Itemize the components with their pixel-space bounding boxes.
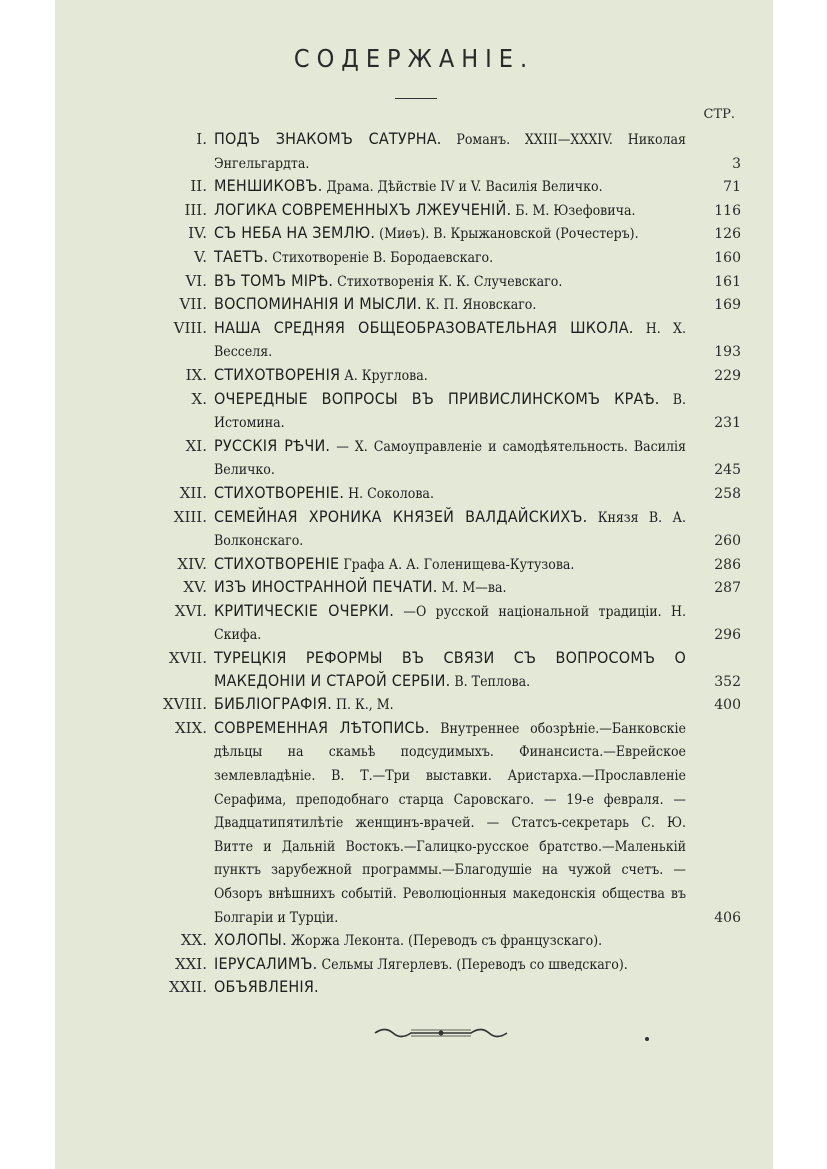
entry-page-number: 169 bbox=[714, 297, 741, 314]
entry-details: Графа А. А. Голенищева-Кутузова. bbox=[339, 556, 575, 573]
entry-page-number: 193 bbox=[714, 344, 741, 361]
entry-page-number: 260 bbox=[714, 533, 741, 550]
document-page bbox=[55, 0, 773, 1169]
entry-text bbox=[214, 482, 686, 506]
table-of-contents bbox=[145, 128, 741, 1000]
entry-page-number: 352 bbox=[714, 673, 741, 690]
entry-heading: РУССКІЯ РѢЧИ. bbox=[214, 435, 331, 455]
entry-details: Н. Соколова. bbox=[344, 485, 434, 502]
entry-details: — Х. Самоуправленіе и самодѣятельность. Василія Величко. bbox=[214, 438, 687, 479]
entry-text bbox=[214, 506, 686, 553]
entry-text bbox=[214, 553, 686, 577]
entry-heading: СЪ НЕБА НА ЗЕМЛЮ. bbox=[214, 223, 376, 243]
entry-number: IV. bbox=[188, 224, 207, 243]
entry-heading: НАША СРЕДНЯЯ ОБЩЕОБРАЗОВАТЕЛЬНАЯ ШКОЛА. bbox=[214, 317, 634, 337]
entry-number: XVI. bbox=[174, 601, 207, 620]
entry-details: М. М—ва. bbox=[437, 580, 507, 597]
entry-page-number: 296 bbox=[714, 627, 741, 644]
entry-heading: БИБЛІОГРАФІЯ. bbox=[214, 694, 333, 714]
entry-number: II. bbox=[190, 177, 207, 196]
entry-heading: СТИХОТВОРЕНІЕ. bbox=[214, 482, 345, 502]
toc-entry bbox=[145, 553, 741, 577]
entry-page-number: 287 bbox=[714, 580, 741, 597]
entry-page-number: 258 bbox=[714, 485, 741, 502]
entry-number: XII. bbox=[179, 483, 207, 502]
entry-number: XIX. bbox=[174, 718, 207, 737]
entry-heading: ТУРЕЦКІЯ РЕФОРМЫ ВЪ СВЯЗИ СЪ ВОПРОСОМЪ О МАКЕДОНІИ И СТАРОЙ СЕРБІИ. bbox=[214, 648, 686, 690]
toc-entry bbox=[145, 246, 741, 270]
entry-number: XI. bbox=[185, 436, 207, 455]
entry-text bbox=[214, 647, 686, 693]
toc-entry bbox=[145, 222, 741, 246]
entry-text bbox=[214, 976, 686, 1000]
toc-entry bbox=[145, 293, 741, 317]
toc-entry bbox=[145, 576, 741, 600]
entry-number: X. bbox=[191, 389, 207, 408]
toc-entry bbox=[145, 506, 741, 553]
entry-heading: ХОЛОПЫ. bbox=[214, 930, 287, 950]
entry-number: VI. bbox=[185, 271, 207, 290]
entry-text bbox=[214, 246, 686, 270]
entry-heading: СТИХОТВОРЕНІЯ bbox=[214, 364, 341, 384]
entry-page-number: 116 bbox=[714, 202, 741, 219]
entry-details: Романъ. XXIII—XXXIV. Николая Энгельгардта. bbox=[214, 132, 686, 172]
entry-number: XVII. bbox=[168, 649, 207, 668]
entry-number: XXII. bbox=[169, 978, 207, 997]
entry-text bbox=[214, 270, 686, 294]
toc-entry bbox=[145, 600, 741, 647]
toc-entry bbox=[145, 647, 741, 693]
entry-details: П. К., М. bbox=[332, 697, 394, 714]
entry-page-number: 71 bbox=[723, 179, 741, 196]
entry-details: Стихотвореніе В. Бородаевскаго. bbox=[268, 249, 494, 266]
entry-page-number: 126 bbox=[714, 226, 741, 243]
entry-text bbox=[214, 364, 686, 388]
entry-text bbox=[214, 222, 686, 246]
entry-details: Внутреннее обозрѣніе.—Банковскіе дѣльцы на скамьѣ подсудимыхъ. Финансиста.—Еврейское землевладѣніе. В. Т.—Три выставки. Аристарха.—Прославленіе Серафима, преподобнаго старца Саровскаго. — 19-е февраля. — Двадцатипятилѣтіе женщинъ-врачей. — Статсъ-секретарь С. Ю. Витте и Дальній Востокъ.—Галицко-русское братство.—Маленькій пунктъ зарубежной программы.—Благодушіе на чужой счетъ. — Обзоръ внѣшнихъ событій. Революціонныя македонскія общества въ Болгаріи и Турціи. bbox=[214, 720, 686, 926]
entry-page-number: 231 bbox=[714, 415, 741, 432]
entry-heading: ЛОГИКА СОВРЕМЕННЫХЪ ЛЖЕУЧЕНІЙ. bbox=[214, 199, 512, 219]
entry-text bbox=[214, 435, 686, 482]
entry-details: Драма. Дѣйствіе IV и V. Василія Величко. bbox=[322, 179, 603, 196]
entry-details: Жоржа Леконта. (Переводъ съ французскаго). bbox=[286, 933, 603, 950]
entry-heading: ОЧЕРЕДНЫЕ ВОПРОСЫ ВЪ ПРИВИСЛИНСКОМЪ КРАѢ. bbox=[214, 388, 660, 408]
entry-heading: ПОДЪ ЗНАКОМЪ САТУРНА. bbox=[214, 129, 442, 148]
entry-details: В. Истомина. bbox=[214, 391, 686, 432]
entry-number: XV. bbox=[183, 578, 207, 597]
entry-page-number: 286 bbox=[714, 556, 741, 573]
toc-entry bbox=[145, 199, 741, 223]
entry-number: XIII. bbox=[173, 507, 207, 526]
entry-number: XXI. bbox=[174, 954, 207, 973]
entry-heading: МЕНШИКОВЪ. bbox=[214, 176, 323, 196]
toc-entry bbox=[145, 317, 741, 364]
entry-number: VIII. bbox=[173, 318, 207, 337]
entry-details: (Миѳъ). В. Крыжановской (Рочестеръ). bbox=[375, 226, 639, 243]
entry-heading: ІЕРУСАЛИМЪ. bbox=[214, 953, 318, 973]
entry-text bbox=[214, 693, 686, 717]
entry-page-number: 406 bbox=[714, 909, 741, 926]
entry-number: IX. bbox=[185, 365, 207, 384]
toc-entry bbox=[145, 175, 741, 199]
ornament-divider bbox=[371, 1024, 511, 1042]
entry-page-number: 3 bbox=[732, 155, 741, 172]
toc-entry bbox=[145, 482, 741, 506]
toc-entry bbox=[145, 953, 741, 977]
toc-entry bbox=[145, 388, 741, 435]
entry-number: I. bbox=[196, 130, 207, 148]
entry-number: XIV. bbox=[177, 554, 207, 573]
entry-heading: ВЪ ТОМЪ МІРѢ. bbox=[214, 270, 334, 290]
entry-heading: ВОСПОМИНАНІЯ И МЫСЛИ. bbox=[214, 294, 422, 314]
entry-heading: СЕМЕЙНАЯ ХРОНИКА КНЯЗЕЙ ВАЛДАЙСКИХЪ. bbox=[214, 506, 588, 526]
entry-text bbox=[214, 317, 686, 364]
entry-text bbox=[214, 953, 686, 977]
entry-heading: СОВРЕМЕННАЯ ЛѢТОПИСЬ. bbox=[214, 717, 430, 737]
entry-details: А. Круглова. bbox=[340, 367, 428, 384]
toc-entry bbox=[145, 693, 741, 717]
entry-number: XX. bbox=[180, 931, 207, 950]
entry-details: В. Теплова. bbox=[450, 673, 531, 690]
title-divider bbox=[395, 98, 437, 99]
entry-text bbox=[214, 717, 686, 929]
entry-text bbox=[214, 929, 686, 953]
entry-number: XVIII. bbox=[162, 695, 207, 714]
entry-page-number: 161 bbox=[714, 273, 741, 290]
entry-heading: ИЗЪ ИНОСТРАННОЙ ПЕЧАТИ. bbox=[214, 577, 438, 597]
entry-heading: ОБЪЯВЛЕНІЯ. bbox=[214, 977, 319, 997]
entry-details: Н. Х. Весселя. bbox=[214, 320, 687, 361]
toc-entry bbox=[145, 270, 741, 294]
toc-entry bbox=[145, 929, 741, 953]
entry-details: Б. М. Юзефовича. bbox=[511, 202, 636, 219]
ink-dot bbox=[645, 1037, 649, 1041]
entry-details: К. П. Яновскаго. bbox=[421, 297, 537, 314]
entry-page-number: 400 bbox=[714, 697, 741, 714]
entry-text bbox=[214, 175, 686, 199]
entry-page-number: 229 bbox=[714, 367, 741, 384]
entry-details: Князя В. А. Волконскаго. bbox=[214, 509, 686, 550]
page-column-label: СТР. bbox=[703, 107, 735, 122]
entry-text bbox=[214, 128, 686, 175]
entry-details: Сельмы Лягерлевъ. (Переводъ со шведскаго). bbox=[317, 956, 628, 973]
entry-number: VII. bbox=[179, 295, 207, 314]
toc-entry bbox=[145, 435, 741, 482]
entry-page-number: 160 bbox=[714, 249, 741, 266]
entry-number: III. bbox=[184, 200, 207, 219]
toc-entry bbox=[145, 717, 741, 929]
entry-text bbox=[214, 576, 686, 600]
page-title: СОДЕРЖАНІЕ. bbox=[293, 44, 535, 73]
entry-details: —О русской національной традиціи. Н. Скифа. bbox=[214, 603, 686, 644]
entry-heading: ТАЕТЪ. bbox=[214, 246, 269, 266]
entry-page-number: 245 bbox=[714, 462, 741, 479]
entry-text bbox=[214, 293, 686, 317]
toc-entry bbox=[145, 976, 741, 1000]
entry-text bbox=[214, 388, 686, 435]
entry-text bbox=[214, 199, 686, 223]
toc-entry bbox=[145, 128, 741, 175]
entry-heading: СТИХОТВОРЕНІЕ bbox=[214, 553, 340, 573]
entry-details: Стихотворенія К. К. Случевскаго. bbox=[333, 273, 563, 290]
toc-entry bbox=[145, 364, 741, 388]
entry-heading: КРИТИЧЕСКІЕ ОЧЕРКИ. bbox=[214, 600, 395, 620]
entry-number: V. bbox=[194, 247, 207, 266]
entry-text bbox=[214, 600, 686, 647]
